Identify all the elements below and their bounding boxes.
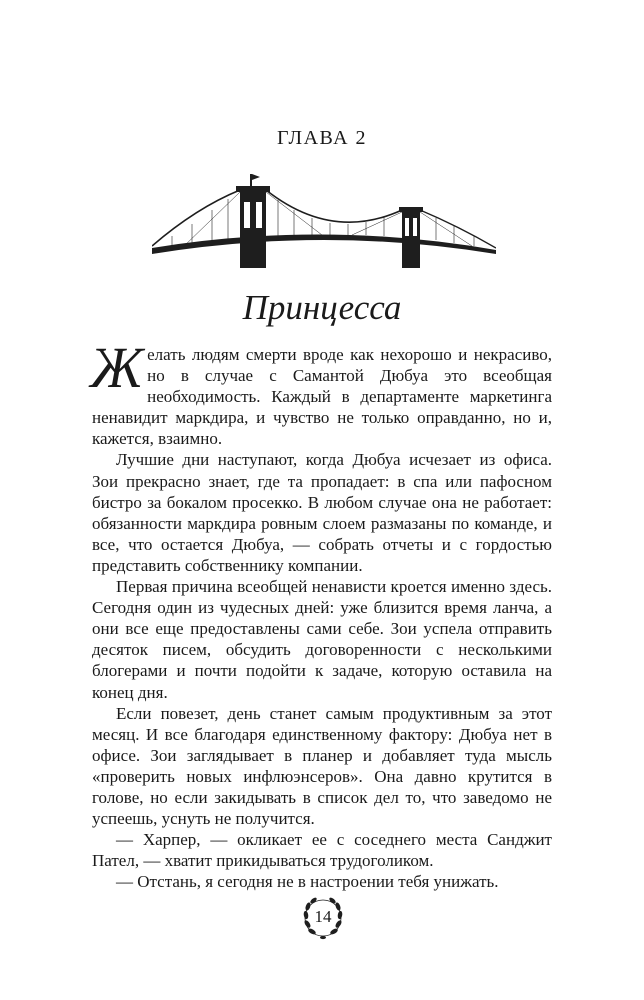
page-number: 14 (314, 907, 332, 926)
paragraph: — Харпер, — окликает ее с соседнего места Санджит Пател, — хватит прикидываться трудоголиком. (92, 830, 552, 871)
paragraph: Лучшие дни наступают, когда Дюбуа исчезает из офиса. Зои прекрасно знает, где та пропадает: в спа или пафосном бистро за бокалом просекко. В любом случае она не работает: обязанности маркдира ровным слоем размазаны по команде, и все, что остается Дюбуа, — собрать отчеты и с гордостью представить собственнику компании. (92, 450, 552, 575)
body-text (90, 335, 552, 892)
paragraph: — Отстань, я сегодня не в настроении тебя унижать. (116, 872, 499, 892)
page-number-block (298, 893, 348, 943)
drop-cap: Ж (90, 335, 144, 400)
paragraph: Первая причина всеобщей ненависти кроется именно здесь. Сегодня один из чудесных дней: уже близится время ланча, а они все еще предоставлены сами себе. Зои успела отправить десяток писем, обсудить договоренности с несколькими блогерами и почти подойти к задаче, которую оставила на конец дня. (92, 577, 552, 702)
paragraph: Если повезет, день станет самым продуктивным за этот месяц. И все благодаря единственному фактору: Дюбуа нет в офисе. Зои заглядывает в планер и добавляет туда мысль «проверить новых инфлюэнсеров». Она давно крутится в голове, но если закидывать в список дел то, что заведомо не успеешь, уснуть не получится. (92, 703, 552, 829)
paragraph-text: елать людям смерти вроде как нехорошо и некрасиво, но в случае с Самантой Дюбуа это всеобщая необходимость. Каждый в департаменте маркетинга ненавидит маркдира, и чувство не только оправданно, но и, кажется, взаимно. (92, 345, 552, 449)
chapter-title: Принцесса (242, 288, 402, 327)
paragraph (90, 335, 552, 449)
chapter-label: ГЛАВА 2 (276, 127, 368, 149)
bridge-illustration (152, 168, 496, 268)
